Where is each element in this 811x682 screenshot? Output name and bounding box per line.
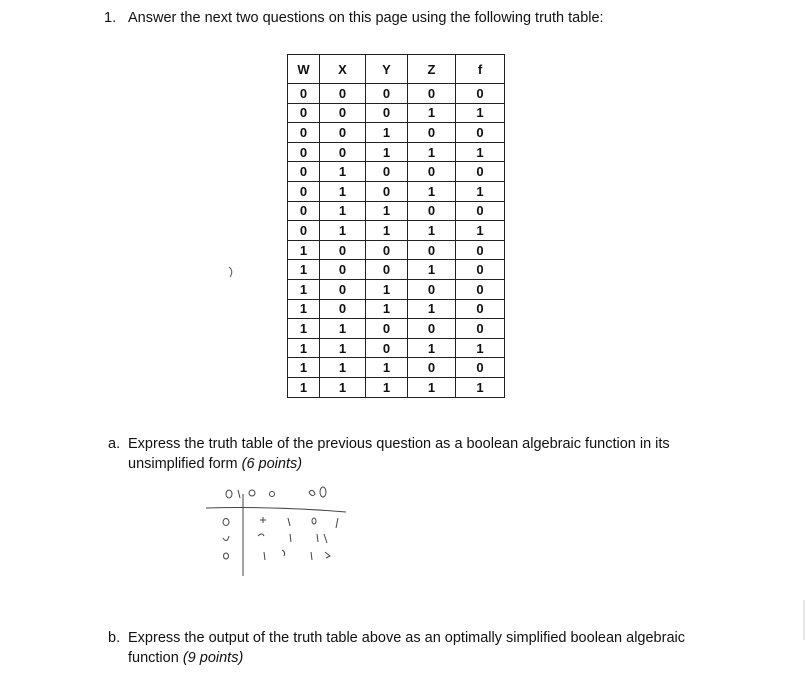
table-cell-z: 1 xyxy=(408,299,456,319)
table-row xyxy=(288,279,505,299)
table-row xyxy=(288,299,505,319)
truth-table-header-row xyxy=(288,55,505,84)
table-row xyxy=(288,221,505,241)
table-cell-f: 1 xyxy=(456,142,505,162)
column-header-y: Y xyxy=(366,55,408,84)
table-cell-w: 0 xyxy=(288,142,320,162)
table-cell-f: 0 xyxy=(456,260,505,280)
table-cell-y: 0 xyxy=(366,240,408,260)
table-cell-y: 1 xyxy=(366,299,408,319)
table-row xyxy=(288,358,505,378)
table-cell-y: 0 xyxy=(366,319,408,339)
table-cell-y: 1 xyxy=(366,221,408,241)
table-cell-y: 0 xyxy=(366,181,408,201)
table-cell-x: 0 xyxy=(320,260,366,280)
table-row xyxy=(288,377,505,397)
table-row xyxy=(288,142,505,162)
table-cell-y: 0 xyxy=(366,103,408,123)
table-cell-w: 0 xyxy=(288,201,320,221)
table-cell-z: 1 xyxy=(408,221,456,241)
table-row xyxy=(288,181,505,201)
table-row xyxy=(288,162,505,182)
table-cell-f: 0 xyxy=(456,84,505,104)
table-cell-f: 1 xyxy=(456,103,505,123)
table-cell-f: 1 xyxy=(456,338,505,358)
table-cell-f: 0 xyxy=(456,123,505,143)
table-cell-z: 0 xyxy=(408,201,456,221)
table-cell-x: 0 xyxy=(320,299,366,319)
table-cell-f: 0 xyxy=(456,299,505,319)
table-cell-w: 0 xyxy=(288,123,320,143)
part-b-line1: Express the output of the truth table above as an optimally simplified boolean algebraic xyxy=(128,630,685,646)
table-cell-x: 1 xyxy=(320,221,366,241)
table-cell-z: 0 xyxy=(408,319,456,339)
table-cell-y: 0 xyxy=(366,84,408,104)
part-b-line2: function xyxy=(128,650,179,666)
table-row xyxy=(288,84,505,104)
table-cell-y: 1 xyxy=(366,279,408,299)
table-cell-y: 0 xyxy=(366,338,408,358)
table-cell-x: 1 xyxy=(320,319,366,339)
part-a-label: a. xyxy=(108,436,121,452)
table-cell-x: 1 xyxy=(320,181,366,201)
table-cell-f: 0 xyxy=(456,358,505,378)
table-cell-w: 1 xyxy=(288,319,320,339)
table-cell-x: 1 xyxy=(320,377,366,397)
table-cell-w: 1 xyxy=(288,279,320,299)
table-cell-w: 0 xyxy=(288,181,320,201)
part-a xyxy=(108,434,670,474)
table-cell-y: 1 xyxy=(366,142,408,162)
table-cell-x: 0 xyxy=(320,279,366,299)
table-cell-w: 0 xyxy=(288,84,320,104)
table-cell-z: 0 xyxy=(408,123,456,143)
column-header-z: Z xyxy=(408,55,456,84)
table-row xyxy=(288,240,505,260)
table-row xyxy=(288,319,505,339)
table-row xyxy=(288,338,505,358)
question-1-text: Answer the next two questions on this page using the following truth table: xyxy=(128,10,604,26)
table-cell-x: 1 xyxy=(320,358,366,378)
table-cell-x: 0 xyxy=(320,103,366,123)
column-header-f: f xyxy=(456,55,505,84)
table-cell-z: 1 xyxy=(408,181,456,201)
table-cell-w: 1 xyxy=(288,338,320,358)
table-cell-w: 1 xyxy=(288,240,320,260)
truth-table-body xyxy=(288,84,505,398)
part-b-label: b. xyxy=(108,630,121,646)
table-cell-x: 0 xyxy=(320,123,366,143)
table-cell-f: 1 xyxy=(456,181,505,201)
table-row xyxy=(288,103,505,123)
column-header-w: W xyxy=(288,55,320,84)
table-cell-z: 1 xyxy=(408,260,456,280)
table-cell-y: 1 xyxy=(366,358,408,378)
table-cell-f: 0 xyxy=(456,240,505,260)
column-header-x: X xyxy=(320,55,366,84)
table-cell-z: 0 xyxy=(408,358,456,378)
table-cell-z: 1 xyxy=(408,338,456,358)
table-cell-z: 1 xyxy=(408,377,456,397)
table-row xyxy=(288,201,505,221)
stray-pen-mark xyxy=(226,264,238,280)
table-cell-f: 0 xyxy=(456,162,505,182)
question-1-number: 1. xyxy=(104,10,117,26)
table-cell-z: 1 xyxy=(408,103,456,123)
table-cell-x: 0 xyxy=(320,240,366,260)
table-cell-w: 1 xyxy=(288,377,320,397)
table-cell-f: 0 xyxy=(456,201,505,221)
table-cell-w: 0 xyxy=(288,162,320,182)
table-cell-y: 1 xyxy=(366,123,408,143)
part-b xyxy=(108,628,685,668)
table-cell-f: 0 xyxy=(456,279,505,299)
table-cell-y: 1 xyxy=(366,201,408,221)
table-cell-w: 1 xyxy=(288,260,320,280)
table-cell-y: 0 xyxy=(366,260,408,280)
table-cell-x: 1 xyxy=(320,162,366,182)
part-a-points: (6 points) xyxy=(241,456,303,472)
table-cell-x: 0 xyxy=(320,84,366,104)
part-a-line2: unsimplified form xyxy=(128,456,238,472)
table-cell-f: 1 xyxy=(456,377,505,397)
page-edge-mark xyxy=(800,600,808,640)
table-cell-w: 1 xyxy=(288,299,320,319)
table-cell-z: 0 xyxy=(408,240,456,260)
table-cell-z: 0 xyxy=(408,162,456,182)
handwritten-kmap-sketch xyxy=(196,476,376,586)
table-row xyxy=(288,260,505,280)
table-cell-x: 1 xyxy=(320,201,366,221)
table-cell-z: 1 xyxy=(408,142,456,162)
table-cell-f: 0 xyxy=(456,319,505,339)
table-row xyxy=(288,123,505,143)
truth-table xyxy=(287,54,505,398)
table-cell-x: 1 xyxy=(320,338,366,358)
table-cell-z: 0 xyxy=(408,84,456,104)
table-cell-x: 0 xyxy=(320,142,366,162)
part-b-points: (9 points) xyxy=(182,650,244,666)
question-1 xyxy=(104,10,604,26)
table-cell-y: 1 xyxy=(366,377,408,397)
table-cell-f: 1 xyxy=(456,221,505,241)
table-cell-y: 0 xyxy=(366,162,408,182)
table-cell-w: 1 xyxy=(288,358,320,378)
table-cell-w: 0 xyxy=(288,221,320,241)
table-cell-w: 0 xyxy=(288,103,320,123)
table-cell-z: 0 xyxy=(408,279,456,299)
part-a-line1: Express the truth table of the previous question as a boolean algebraic function in its xyxy=(128,436,670,452)
